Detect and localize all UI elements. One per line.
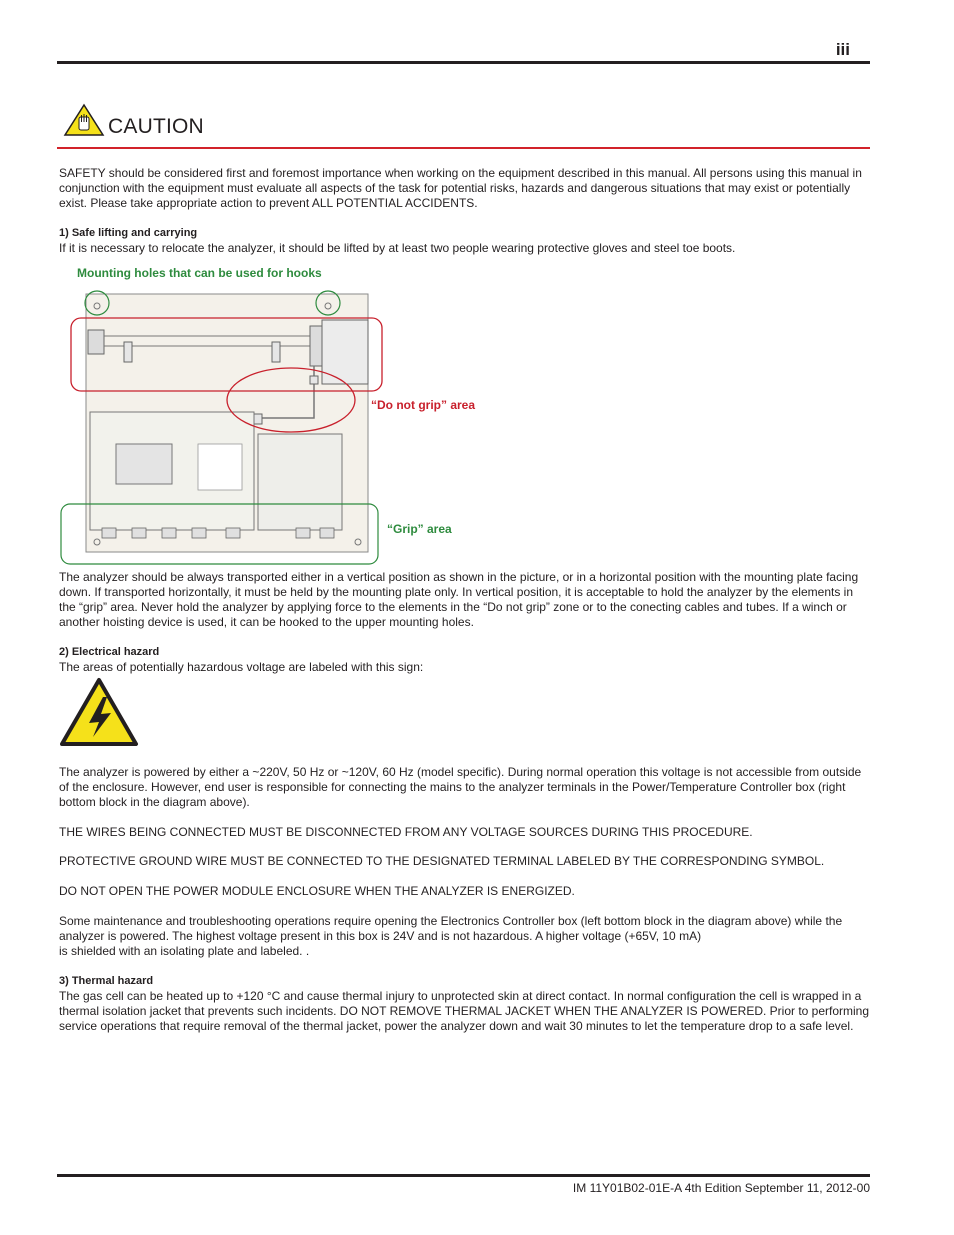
section-thermal-text: The gas cell can be heated up to +120 °C and cause thermal injury to unprotected skin at direct contact. In normal configuration the cell is wrapped in a thermal isolation jacket that prevents such incidents. DO NOT REMOVE THERMAL JACKET WHEN THE ANALYZER IS POWERED. Prior to performing service operations that require removal of the thermal jacket, power the analyzer down and wait 30 minutes to let the temperature drop to a safe level. bbox=[59, 989, 870, 1033]
maintenance-text-1: Some maintenance and troubleshooting operations require opening the Electronics Controller box (left bottom block in the diagram above) while the analyzer is powered. The highest voltage present in this box is 24V and is not hazardous. A higher voltage (+65V, 10 mA) bbox=[59, 914, 843, 943]
section-thermal-heading: 3) Thermal hazard bbox=[59, 975, 154, 987]
power-paragraph bbox=[59, 765, 871, 810]
warning-enclosure bbox=[59, 884, 871, 899]
power-text: The analyzer is powered by either a ~220V, 50 Hz or ~120V, 60 Hz (model specific). During normal operation this voltage is not accessible from outside of the enclosure. However, end user is responsible for connecting the mains to the analyzer terminals in the Power/Temperature Controller box (right bottom block in the diagram above). bbox=[59, 765, 862, 809]
footer-text: IM 11Y01B02-01E-A 4th Edition September 11, 2012-00 bbox=[572, 1181, 870, 1195]
section-electrical-text: The areas of potentially hazardous voltage are labeled with this sign: bbox=[59, 660, 424, 674]
transport-text: The analyzer should be always transported either in a vertical position as shown in the picture, or in a horizontal position with the mounting plate facing down. If transported horizontally, it must be held by the mounting plate only. In vertical position, it is acceptable to hold the analyzer by the elements in the “grip” area. Never hold the analyzer by applying force to the elements in the “Do not grip” zone or to the conecting cables and tubes. If a winch or another hoisting device is used, it can be hooked to the upper mounting holes. bbox=[59, 570, 859, 629]
section-electrical bbox=[59, 645, 871, 675]
warning-disconnect-text: THE WIRES BEING CONNECTED MUST BE DISCONNECTED FROM ANY VOLTAGE SOURCES DURING THIS PROCEDURE. bbox=[59, 825, 753, 839]
header-rule bbox=[57, 61, 870, 64]
page-number: iii bbox=[835, 40, 850, 59]
high-voltage-icon bbox=[59, 677, 139, 747]
maintenance-paragraph bbox=[59, 914, 871, 959]
warning-enclosure-text: DO NOT OPEN THE POWER MODULE ENCLOSURE WHEN THE ANALYZER IS ENERGIZED. bbox=[59, 884, 575, 898]
grip-label: “Grip” area bbox=[387, 522, 452, 536]
footer-rule bbox=[57, 1174, 870, 1177]
section-lifting bbox=[59, 226, 871, 256]
section-lifting-text: If it is necessary to relocate the analyzer, it should be lifted by at least two people wearing protective gloves and steel toe boots. bbox=[59, 241, 736, 255]
maintenance-text-2: is shielded with an isolating plate and labeled. . bbox=[59, 944, 310, 958]
caution-rule bbox=[57, 147, 870, 149]
warning-ground bbox=[59, 854, 871, 869]
do-not-grip-label: “Do not grip” area bbox=[371, 398, 476, 412]
intro-paragraph bbox=[59, 166, 871, 211]
intro-text: SAFETY should be considered first and foremost importance when working on the equipment described in this manual. All persons using this manual in conjunction with the equipment must evaluate all aspects of the task for potential risks, hazards and dangerous situations that may exist or potentially exist. Please take appropriate action to prevent ALL POTENTIAL ACCIDENTS. bbox=[59, 166, 862, 210]
transport-paragraph bbox=[59, 570, 871, 630]
caution-title: CAUTION bbox=[108, 115, 204, 138]
analyzer-diagram bbox=[58, 284, 388, 568]
section-thermal bbox=[59, 974, 871, 1034]
mounting-holes-label: Mounting holes that can be used for hooks bbox=[77, 266, 322, 280]
warning-ground-text: PROTECTIVE GROUND WIRE MUST BE CONNECTED TO THE DESIGNATED TERMINAL LABELED BY THE CORRESPONDING SYMBOL. bbox=[59, 854, 825, 868]
warning-disconnect bbox=[59, 825, 871, 840]
caution-hand-icon bbox=[63, 103, 105, 137]
section-electrical-heading: 2) Electrical hazard bbox=[59, 646, 160, 658]
section-lifting-heading: 1) Safe lifting and carrying bbox=[59, 227, 198, 239]
